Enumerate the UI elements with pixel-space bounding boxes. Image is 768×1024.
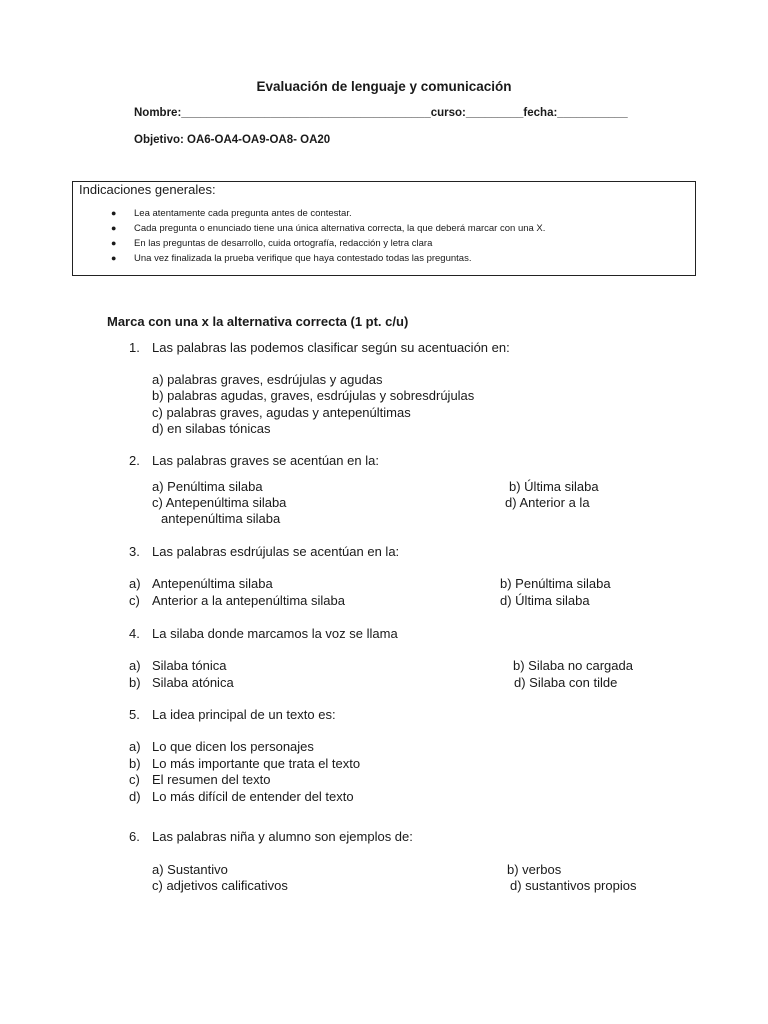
option-letter: b) <box>129 756 141 771</box>
question-number: 5. <box>129 707 140 722</box>
option-2a[interactable]: a) Penúltima silaba <box>152 479 263 494</box>
option-4b[interactable]: b) Silaba no cargada <box>513 658 633 673</box>
question-number: 3. <box>129 544 140 559</box>
option-1d[interactable]: d) en silabas tónicas <box>152 421 271 436</box>
question-number: 6. <box>129 829 140 844</box>
option-3b[interactable]: b) Penúltima silaba <box>500 576 611 591</box>
option-2c[interactable]: c) Antepenúltima silaba <box>152 495 287 510</box>
option-5b[interactable]: Lo más importante que trata el texto <box>152 756 361 771</box>
instruction-item: ● Una vez finalizada la prueba verifique que haya contestado todas las preguntas. <box>111 253 472 264</box>
option-6d[interactable]: d) sustantivos propios <box>510 878 637 893</box>
option-1a[interactable]: a) palabras graves, esdrújulas y agudas <box>152 372 383 387</box>
bullet-icon: ● <box>111 238 117 248</box>
bullet-icon: ● <box>111 223 117 233</box>
option-letter: b) <box>129 675 141 690</box>
option-4c[interactable]: Silaba atónica <box>152 675 234 690</box>
option-6a[interactable]: a) Sustantivo <box>152 862 228 877</box>
question-text: Las palabras las podemos clasificar según su acentuación en: <box>152 340 510 355</box>
option-3a[interactable]: Antepenúltima silaba <box>152 576 273 591</box>
instruction-item: ● Lea atentamente cada pregunta antes de contestar. <box>111 208 352 219</box>
question-number: 4. <box>129 626 140 641</box>
page-title: Evaluación de lenguaje y comunicación <box>256 79 512 94</box>
option-2d-continuation: antepenúltima silaba <box>161 511 281 526</box>
name-course-date-line[interactable]: Nombre:_______________________________________curso:_________fecha:___________ <box>134 107 628 119</box>
question-text: La silaba donde marcamos la voz se llama <box>152 626 398 641</box>
option-6c[interactable]: c) adjetivos calificativos <box>152 878 288 893</box>
instructions-box <box>72 181 696 276</box>
question-text: Las palabras niña y alumno son ejemplos de: <box>152 829 413 844</box>
option-1c[interactable]: c) palabras graves, agudas y antepenúltimas <box>152 405 411 420</box>
section-title: Marca con una x la alternativa correcta (1 pt. c/u) <box>107 314 409 329</box>
question-text: La idea principal de un texto es: <box>152 707 336 722</box>
option-4d[interactable]: d) Silaba con tilde <box>514 675 618 690</box>
option-letter: d) <box>129 789 141 804</box>
question-number: 2. <box>129 453 140 468</box>
instruction-item: ● En las preguntas de desarrollo, cuida ortografía, redacción y letra clara <box>111 238 433 249</box>
option-5c[interactable]: El resumen del texto <box>152 772 271 787</box>
bullet-icon: ● <box>111 208 117 218</box>
option-4a[interactable]: Silaba tónica <box>152 658 227 673</box>
option-letter: a) <box>129 739 141 754</box>
instructions-title: Indicaciones generales: <box>79 182 216 197</box>
objective-line: Objetivo: OA6-OA4-OA9-OA8- OA20 <box>134 134 331 146</box>
bullet-icon: ● <box>111 253 117 263</box>
option-2d[interactable]: d) Anterior a la <box>505 495 590 510</box>
question-number: 1. <box>129 340 140 355</box>
option-5d[interactable]: Lo más difícil de entender del texto <box>152 789 354 804</box>
option-letter: a) <box>129 658 141 673</box>
option-3d[interactable]: d) Última silaba <box>500 593 590 608</box>
option-5a[interactable]: Lo que dicen los personajes <box>152 739 314 754</box>
option-6b[interactable]: b) verbos <box>507 862 562 877</box>
option-letter: a) <box>129 576 141 591</box>
option-3c[interactable]: Anterior a la antepenúltima silaba <box>152 593 345 608</box>
option-1b[interactable]: b) palabras agudas, graves, esdrújulas y sobresdrújulas <box>152 388 475 403</box>
instructions-list <box>73 206 695 266</box>
option-letter: c) <box>129 772 140 787</box>
option-letter: c) <box>129 593 140 608</box>
option-2b[interactable]: b) Última silaba <box>509 479 599 494</box>
instruction-item: ● Cada pregunta o enunciado tiene una única alternativa correcta, la que deberá marcar con una X. <box>111 223 546 234</box>
question-text: Las palabras graves se acentúan en la: <box>152 453 379 468</box>
question-text: Las palabras esdrújulas se acentúan en la: <box>152 544 400 559</box>
